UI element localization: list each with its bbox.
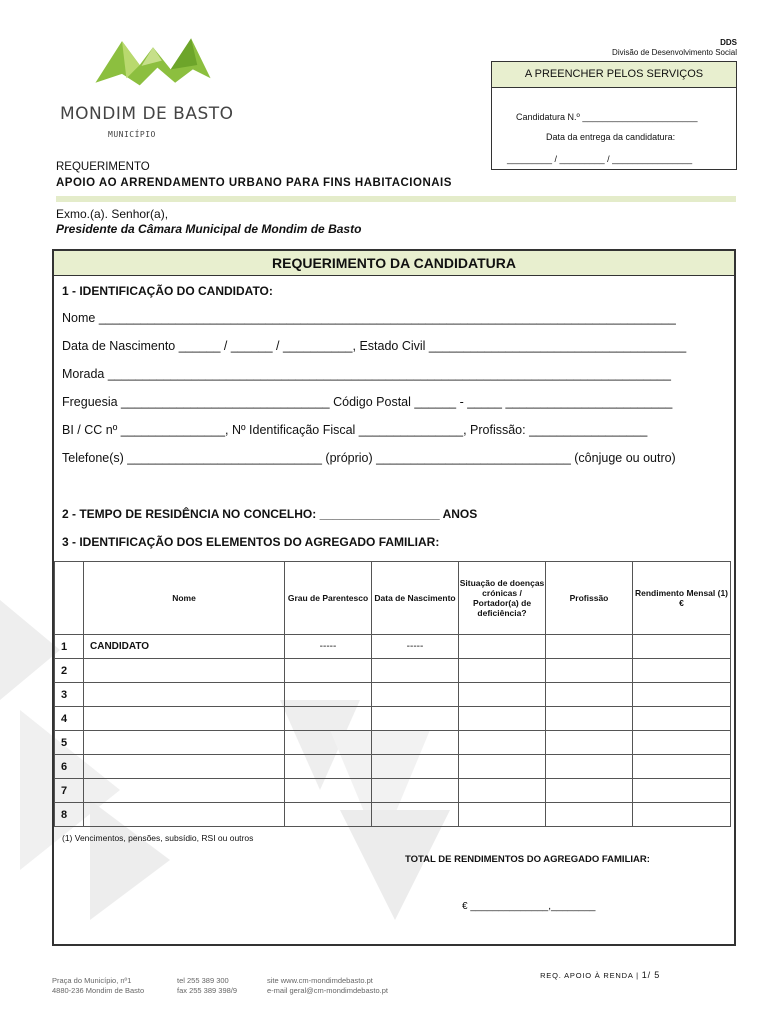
table-row (55, 659, 731, 683)
page-indicator (540, 970, 660, 980)
birth-cell[interactable] (372, 707, 459, 731)
relation-cell[interactable] (285, 803, 372, 827)
name-cell[interactable] (84, 683, 285, 707)
department-name: Divisão de Desenvolvimento Social (612, 48, 737, 57)
col-header: Data de Nascimento (372, 562, 459, 635)
total-income-label: TOTAL DE RENDIMENTOS DO AGREGADO FAMILIAR: (405, 854, 650, 865)
delivery-date-label: Data da entrega da candidatura: (546, 132, 676, 142)
page-label: REQ. APOIO À RENDA | (540, 971, 639, 980)
table-row (55, 779, 731, 803)
row-number: 4 (55, 707, 84, 731)
income-cell[interactable] (633, 683, 731, 707)
logo-subtitle: MUNICÍPIO (108, 130, 156, 139)
services-box (491, 61, 737, 170)
divider-bar (56, 196, 736, 202)
job-cell[interactable] (546, 683, 633, 707)
name-cell[interactable] (84, 659, 285, 683)
row-number: 3 (55, 683, 84, 707)
col-header: Situação de doenças crónicas / Portador(a) de deficiência? (459, 562, 546, 635)
relation-cell[interactable] (285, 779, 372, 803)
table-row (55, 683, 731, 707)
table-row (55, 755, 731, 779)
table-header-row (55, 562, 731, 635)
income-cell[interactable] (633, 779, 731, 803)
address-field[interactable]: Morada _________________________________________________________________________________ (62, 367, 671, 381)
relation-cell[interactable] (285, 683, 372, 707)
birth-date-field[interactable]: Data de Nascimento ______ / ______ / __________, Estado Civil _____________________________________ (62, 339, 687, 353)
name-cell[interactable] (84, 707, 285, 731)
section-residence: 2 - TEMPO DE RESIDÊNCIA NO CONCELHO: __________________ ANOS (62, 507, 478, 521)
services-title: A PREENCHER PELOS SERVIÇOS (492, 62, 736, 88)
address-line-2: 4880-236 Mondim de Basto (52, 986, 145, 995)
condition-cell[interactable] (459, 635, 546, 659)
birth-cell[interactable] (372, 659, 459, 683)
name-field[interactable]: Nome ___________________________________________________________________________________ (62, 311, 676, 325)
name-cell[interactable] (84, 779, 285, 803)
condition-cell[interactable] (459, 659, 546, 683)
phone-number: tel 255 389 300 (177, 976, 229, 985)
total-income-field[interactable]: € ______________,________ (462, 901, 596, 912)
row-number: 6 (55, 755, 84, 779)
relation-cell[interactable] (285, 659, 372, 683)
footer-phone (177, 976, 237, 996)
table-row (55, 731, 731, 755)
addressee: Presidente da Câmara Municipal de Mondim de Basto (56, 222, 362, 236)
phone-field[interactable]: Telefone(s) ____________________________ (próprio) ____________________________ (cônjuge ou outro) (62, 451, 676, 465)
fax-number: fax 255 389 398/9 (177, 986, 238, 995)
name-cell[interactable] (84, 803, 285, 827)
job-cell[interactable] (546, 659, 633, 683)
row-number: 5 (55, 731, 84, 755)
birth-cell[interactable]: ----- (372, 635, 459, 659)
household-table (54, 561, 731, 827)
email-link[interactable]: e-mail geral@cm-mondimdebasto.pt (267, 986, 388, 995)
parish-field[interactable]: Freguesia ______________________________ Código Postal ______ - _____ ________________________ (62, 395, 673, 409)
table-row (55, 635, 731, 659)
income-cell[interactable] (633, 803, 731, 827)
section-identification: 1 - IDENTIFICAÇÃO DO CANDIDATO: (62, 284, 273, 298)
relation-cell[interactable] (285, 755, 372, 779)
income-cell[interactable] (633, 659, 731, 683)
condition-cell[interactable] (459, 683, 546, 707)
row-number: 7 (55, 779, 84, 803)
condition-cell[interactable] (459, 755, 546, 779)
website-link[interactable]: site www.cm-mondimdebasto.pt (267, 976, 373, 985)
job-cell[interactable] (546, 779, 633, 803)
income-cell[interactable] (633, 731, 731, 755)
job-cell[interactable] (546, 731, 633, 755)
row-number: 1 (55, 635, 84, 659)
job-cell[interactable] (546, 635, 633, 659)
job-cell[interactable] (546, 803, 633, 827)
footer-address (52, 976, 144, 996)
income-cell[interactable] (633, 707, 731, 731)
section-household: 3 - IDENTIFICAÇÃO DOS ELEMENTOS DO AGREGADO FAMILIAR: (62, 535, 440, 549)
income-cell[interactable] (633, 755, 731, 779)
col-number-header (55, 562, 84, 635)
relation-cell[interactable]: ----- (285, 635, 372, 659)
job-cell[interactable] (546, 707, 633, 731)
department-label (612, 38, 737, 58)
name-cell[interactable]: CANDIDATO (84, 635, 285, 659)
form-title: REQUERIMENTO DA CANDIDATURA (54, 251, 734, 276)
condition-cell[interactable] (459, 731, 546, 755)
col-header: Profissão (546, 562, 633, 635)
birth-cell[interactable] (372, 683, 459, 707)
col-header: Nome (84, 562, 285, 635)
condition-cell[interactable] (459, 707, 546, 731)
birth-cell[interactable] (372, 755, 459, 779)
birth-cell[interactable] (372, 803, 459, 827)
candidatura-field[interactable]: Candidatura N.º _______________________ (516, 112, 698, 122)
address-line-1: Praça do Município, nº1 (52, 976, 132, 985)
request-label: REQUERIMENTO (56, 161, 150, 173)
col-header: Rendimento Mensal (1) € (633, 562, 731, 635)
job-cell[interactable] (546, 755, 633, 779)
id-field[interactable]: BI / CC nº _______________, Nº Identificação Fiscal _______________, Profissão: _________________ (62, 423, 648, 437)
department-code: DDS (720, 38, 737, 47)
name-cell[interactable] (84, 731, 285, 755)
request-title: APOIO AO ARRENDAMENTO URBANO PARA FINS HABITACIONAIS (56, 177, 452, 189)
logo-name: MONDIM DE BASTO (60, 104, 234, 124)
table-row (55, 707, 731, 731)
birth-cell[interactable] (372, 779, 459, 803)
row-number: 2 (55, 659, 84, 683)
income-cell[interactable] (633, 635, 731, 659)
relation-cell[interactable] (285, 731, 372, 755)
footer-contact (267, 976, 388, 996)
page-number: 1/ 5 (641, 970, 660, 980)
condition-cell[interactable] (459, 779, 546, 803)
greeting: Exmo.(a). Senhor(a), (56, 207, 169, 221)
municipality-logo (78, 34, 228, 96)
col-header: Grau de Parentesco (285, 562, 372, 635)
row-number: 8 (55, 803, 84, 827)
table-row (55, 803, 731, 827)
birth-cell[interactable] (372, 731, 459, 755)
condition-cell[interactable] (459, 803, 546, 827)
relation-cell[interactable] (285, 707, 372, 731)
delivery-date-field[interactable]: _________ / _________ / ________________ (507, 154, 693, 164)
income-note: (1) Vencimentos, pensões, subsídio, RSI ou outros (62, 833, 254, 843)
name-cell[interactable] (84, 755, 285, 779)
